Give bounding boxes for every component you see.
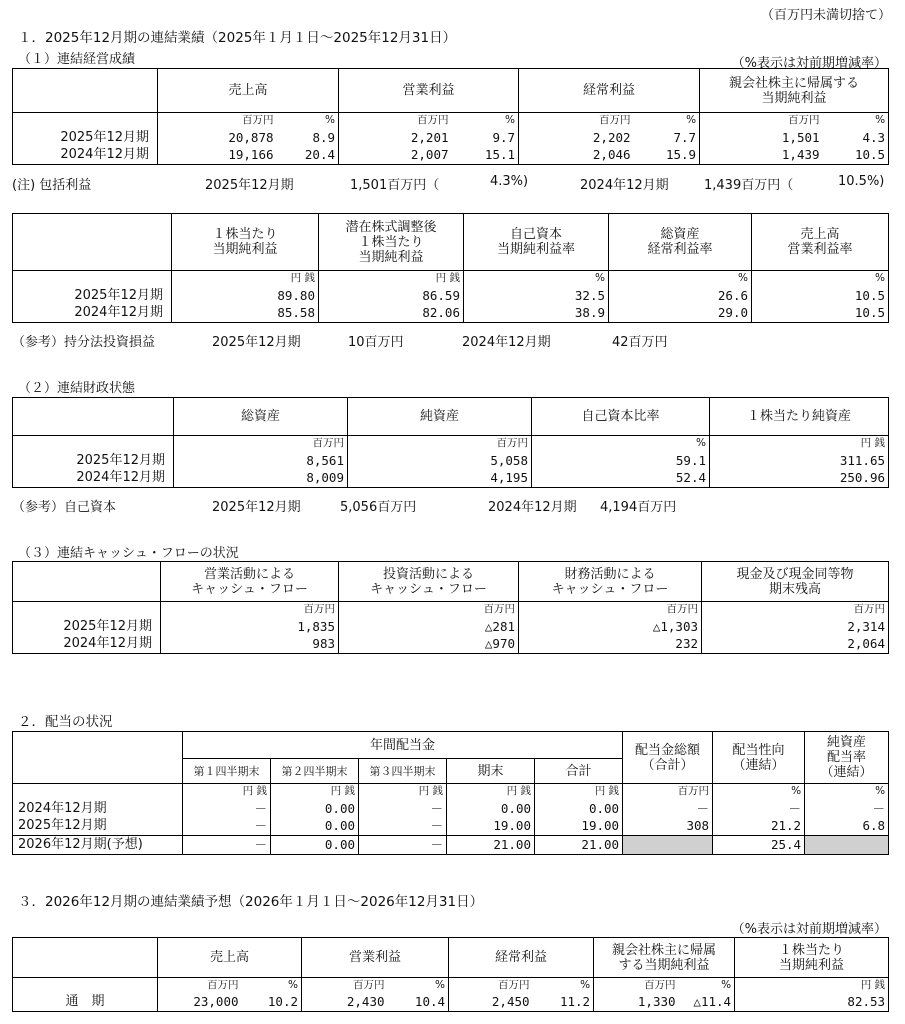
unit-note: （百万円未満切捨て） bbox=[760, 8, 891, 23]
header-bps: １株当たり純資産 bbox=[710, 398, 889, 436]
sub1-note: （%表示は対前期増減率） bbox=[731, 56, 887, 71]
results-table: 売上高 営業利益 経常利益 親会社株主に帰属する 当期純利益 百万円 % 百万円 % 百万円 % 百万円 % 2025年12月期 20,878 8.9 2,201 9.7 2,202 7.7 1,501 4.3 2024年12月期 19,166 20.4 2,007 15.1 2,046 15.9 1,439 10.5 bbox=[12, 68, 889, 165]
header-total-dividend: 配当金総額 （合計） bbox=[623, 732, 713, 784]
forecast-header-eps: １株当たり 当期純利益 bbox=[735, 938, 889, 978]
forecast-header-sales: 売上高 bbox=[158, 938, 302, 978]
sub1-title: （１）連結経営成績 bbox=[18, 52, 136, 67]
sub3-title: （３）連結キャッシュ・フローの状況 bbox=[18, 546, 239, 561]
financial-position-table: 総資産 純資産 自己資本比率 １株当たり純資産 百万円 百万円 % 円 銭 2025年12月期 8,561 5,058 59.1 311.65 2024年12月期 8,009 4,195 52.4 250.96 bbox=[12, 397, 889, 488]
table-row: 2024年12月期 8,009 4,195 52.4 250.96 bbox=[13, 469, 889, 487]
header-operating-profit: 営業利益 bbox=[339, 69, 519, 113]
comp-period-1: 2025年12月期 bbox=[205, 178, 294, 193]
table-row: 2025年12月期 20,878 8.9 2,201 9.7 2,202 7.7 1,501 4.3 bbox=[13, 128, 889, 146]
equity-method-value-2: 42百万円 bbox=[612, 335, 668, 350]
comp-period-2: 2024年12月期 bbox=[580, 178, 669, 193]
header-payout-ratio: 配当性向 （連結） bbox=[713, 732, 805, 784]
table-row: 2026年12月期(予想) － 0.00 － 21.00 21.00 25.4 bbox=[13, 835, 889, 854]
header-sales: 売上高 bbox=[158, 69, 339, 113]
table-row: 2024年12月期 85.58 82.06 38.9 29.0 10.5 bbox=[13, 304, 889, 322]
header-cash-balance: 現金及び現金同等物 期末残高 bbox=[702, 562, 889, 602]
header-ordinary-profit: 経常利益 bbox=[519, 69, 700, 113]
header-operating-cf: 営業活動による キャッシュ・フロー bbox=[161, 562, 339, 602]
comp-value-1: 1,501百万円（ bbox=[350, 178, 440, 193]
comp-rate-1: 4.3%) bbox=[490, 174, 529, 189]
forecast-table: 売上高 営業利益 経常利益 親会社株主に帰属 する当期純利益 １株当たり 当期純利益 百万円 % 百万円 % 百万円 % 百万円 % 円 銭 通 期 23,000 10.2 2,430 10.4 2,450 11.2 1,330 △11.4 82.53 bbox=[12, 937, 889, 1012]
header-financing-cf: 財務活動による キャッシュ・フロー bbox=[519, 562, 702, 602]
dividend-table: 年間配当金 配当金総額 （合計） 配当性向 （連結） 純資産 配当率 （連結） 第１四半期末 第２四半期末 第３四半期末 期末 合計 円 銭 円 銭 円 銭 円 銭 円 銭 百万円 % % 2024年12月期 － 0.00 － 0.00 0.00 － － － 2025年12月期 － 0.00 － 19.00 19.00 308 21.2 6.8 2026年12月期(予想) － 0.00 － 21.00 21.00 25.4 bbox=[12, 731, 889, 855]
table-row: 2024年12月期 983 △970 232 2,064 bbox=[13, 635, 889, 653]
header-roe: 自己資本 当期純利益率 bbox=[464, 214, 609, 271]
table-row: 2024年12月期 19,166 20.4 2,007 15.1 2,046 15.9 1,439 10.5 bbox=[13, 146, 889, 164]
header-diluted-eps: 潜在株式調整後 １株当たり 当期純利益 bbox=[319, 214, 464, 271]
table-row: 2024年12月期 － 0.00 － 0.00 0.00 － － － bbox=[13, 799, 889, 817]
equity-method-value-1: 10百万円 bbox=[348, 335, 404, 350]
table-row: 2025年12月期 － 0.00 － 19.00 19.00 308 21.2 6.8 bbox=[13, 817, 889, 835]
header-q2: 第２四半期末 bbox=[271, 759, 359, 784]
equity-value-1: 5,056百万円 bbox=[340, 500, 417, 515]
header-operating-margin: 売上高 営業利益率 bbox=[752, 214, 889, 271]
forecast-header-ordinary-profit: 経常利益 bbox=[449, 938, 594, 978]
table-row: 2025年12月期 89.80 86.59 32.5 26.6 10.5 bbox=[13, 286, 889, 304]
table-row: 2025年12月期 1,835 △281 △1,303 2,314 bbox=[13, 617, 889, 635]
header-doe: 純資産 配当率 （連結） bbox=[805, 732, 889, 784]
header-roa: 総資産 経常利益率 bbox=[609, 214, 752, 271]
sub2-title: （２）連結財政状態 bbox=[18, 381, 136, 396]
header-annual-dividend: 年間配当金 bbox=[183, 732, 623, 759]
header-net-income: 親会社株主に帰属する 当期純利益 bbox=[700, 69, 889, 113]
comp-value-2: 1,439百万円（ bbox=[704, 178, 794, 193]
equity-period-1: 2025年12月期 bbox=[212, 500, 301, 515]
header-investing-cf: 投資活動による キャッシュ・フロー bbox=[339, 562, 519, 602]
equity-value-2: 4,194百万円 bbox=[600, 500, 677, 515]
forecast-header-net-income: 親会社株主に帰属 する当期純利益 bbox=[594, 938, 735, 978]
header-q1: 第１四半期末 bbox=[183, 759, 271, 784]
per-share-table: １株当たり 当期純利益 潜在株式調整後 １株当たり 当期純利益 自己資本 当期純利益率 総資産 経常利益率 売上高 営業利益率 円 銭 円 銭 % % % 2025年12月期 89.80 86.59 32.5 26.6 10.5 2024年12月期 85.58 82.06 38.9 29.0 10.5 bbox=[12, 213, 889, 323]
table-row: 通 期 23,000 10.2 2,430 10.4 2,450 11.2 1,330 △11.4 82.53 bbox=[13, 993, 889, 1011]
equity-method-period-2: 2024年12月期 bbox=[462, 335, 551, 350]
table-row: 2025年12月期 8,561 5,058 59.1 311.65 bbox=[13, 451, 889, 469]
equity-label: （参考）自己資本 bbox=[12, 500, 117, 515]
equity-method-label: （参考）持分法投資損益 bbox=[12, 335, 156, 350]
comprehensive-income-label: (注) 包括利益 bbox=[12, 178, 92, 193]
header-total-assets: 総資産 bbox=[174, 398, 348, 436]
header-eps: １株当たり 当期純利益 bbox=[172, 214, 319, 271]
header-total: 合計 bbox=[535, 759, 623, 784]
equity-method-period-1: 2025年12月期 bbox=[212, 335, 301, 350]
equity-period-2: 2024年12月期 bbox=[488, 500, 577, 515]
forecast-note: （%表示は対前期増減率） bbox=[731, 922, 887, 937]
forecast-header-operating-profit: 営業利益 bbox=[302, 938, 449, 978]
section1-title: １．2025年12月期の連結業績（2025年１月１日～2025年12月31日） bbox=[18, 30, 457, 46]
comp-rate-2: 10.5%) bbox=[838, 174, 885, 189]
header-equity-ratio: 自己資本比率 bbox=[532, 398, 710, 436]
header-year-end: 期末 bbox=[447, 759, 535, 784]
section2-title: ２．配当の状況 bbox=[18, 714, 113, 730]
cash-flow-table: 営業活動による キャッシュ・フロー 投資活動による キャッシュ・フロー 財務活動による キャッシュ・フロー 現金及び現金同等物 期末残高 百万円 百万円 百万円 百万円 2025年12月期 1,835 △281 △1,303 2,314 2024年12月期 983 △970 232 2,064 bbox=[12, 561, 889, 654]
section3-title: ３．2026年12月期の連結業績予想（2026年１月１日～2026年12月31日） bbox=[18, 894, 484, 910]
header-net-assets: 純資産 bbox=[348, 398, 532, 436]
header-q3: 第３四半期末 bbox=[359, 759, 447, 784]
